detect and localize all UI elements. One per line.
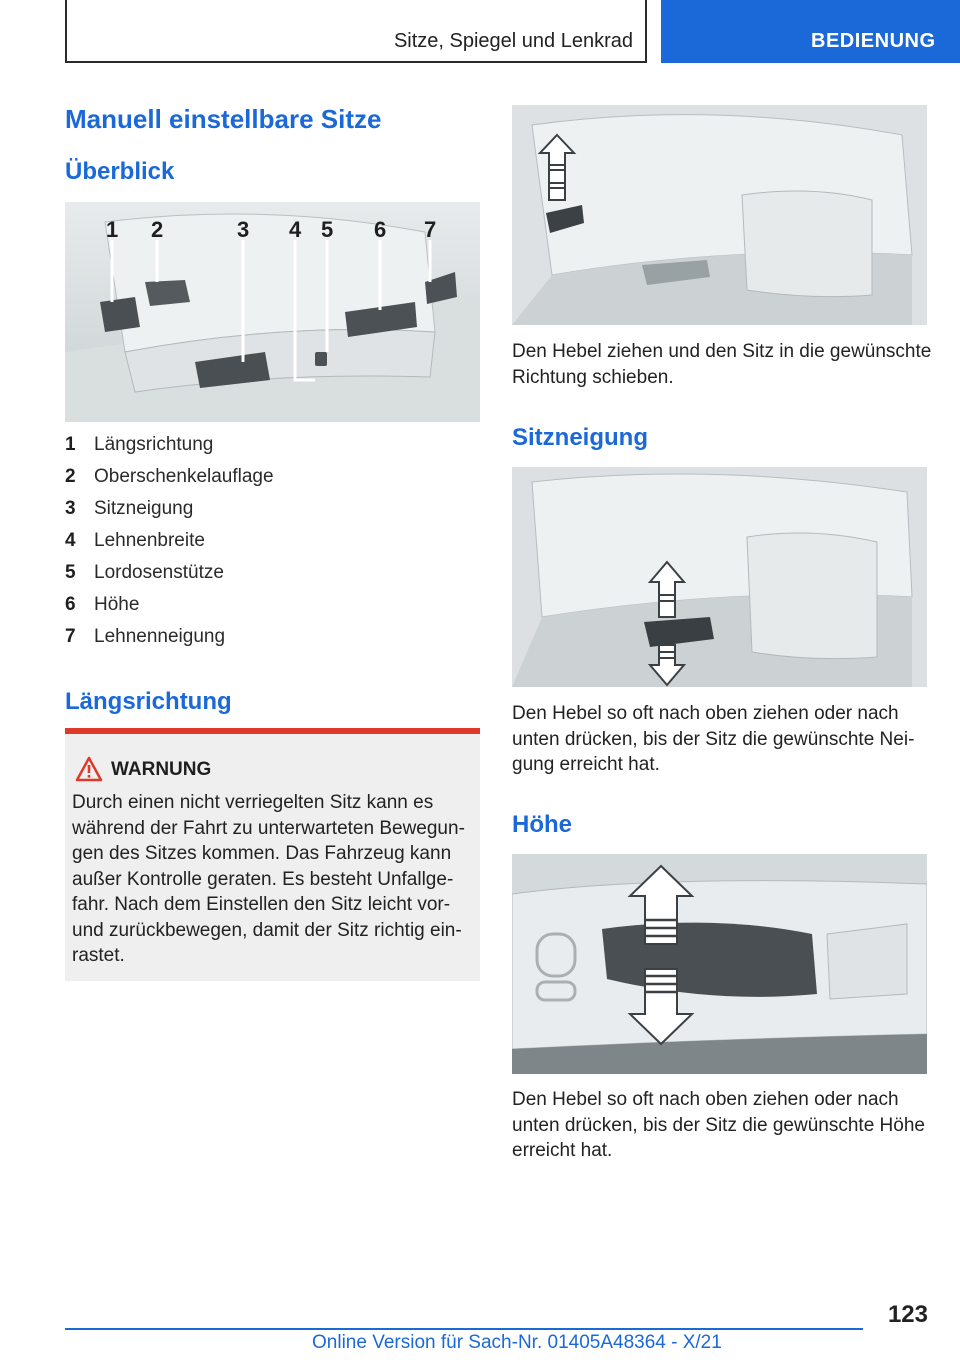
- callout-3: 3: [237, 217, 250, 242]
- legend-item: [65, 624, 480, 656]
- heading-ueberblick: Überblick: [65, 158, 175, 185]
- warning-box: [65, 728, 480, 981]
- legend-label: Lordosenstütze: [94, 562, 224, 583]
- caption-sitzneigung: Den Hebel so oft nach oben ziehen oder nach unten drücken, bis der Sitz die gewünschte Neigung erreicht hat.: [512, 703, 915, 775]
- legend-label: Sitzneigung: [94, 498, 194, 519]
- legend-item: [65, 432, 480, 464]
- legend-number: 7: [65, 626, 76, 647]
- caption-hoehe: Den Hebel so oft nach oben ziehen oder nach unten drücken, bis der Sitz die gewünschte Höhe erreicht hat.: [512, 1089, 925, 1161]
- legend-number: 6: [65, 594, 76, 615]
- warning-title: WARNUNG: [111, 759, 212, 780]
- legend-label: Lehnenneigung: [94, 626, 226, 647]
- legend-number: 2: [65, 466, 76, 487]
- warning-text: Durch einen nicht verriegelten Sitz kann es während der Fahrt zu unterwarteten Bewegungen des Sitzes kommen. Das Fahrzeug kann außer Kontrolle geraten. Es besteht Unfallgefahr. Nach dem Einstellen den Sitz leicht vor- und zurückbewegen, damit der Sitz richtig einrastet.: [72, 792, 465, 966]
- legend-label: Längsrichtung: [94, 434, 214, 455]
- legend-item: [65, 528, 480, 560]
- legend-number: 5: [65, 562, 76, 583]
- header-tab[interactable]: [661, 0, 960, 63]
- footer-rule: [65, 1328, 863, 1330]
- header-tab-label: BEDIENUNG: [811, 30, 936, 52]
- legend-label: Höhe: [94, 594, 140, 615]
- heading-laengsrichtung: Längsrichtung: [65, 688, 232, 715]
- legend-item: [65, 496, 480, 528]
- seat-overview-image: [65, 202, 480, 422]
- legend-label: Oberschenkelauflage: [94, 466, 274, 487]
- warning-triangle-icon: [75, 756, 103, 782]
- callout-7: 7: [424, 217, 437, 242]
- page-number: 123: [887, 1301, 928, 1328]
- seat-height-image: [512, 854, 927, 1074]
- legend-number: 3: [65, 498, 76, 519]
- heading-hoehe: Höhe: [512, 811, 572, 838]
- callout-4: 4: [289, 217, 302, 242]
- callout-1: 1: [106, 217, 119, 242]
- legend-number: 4: [65, 530, 76, 551]
- legend-item: [65, 592, 480, 624]
- legend-label: Lehnenbreite: [94, 530, 205, 551]
- callout-2: 2: [151, 217, 164, 242]
- heading-sitzneigung: Sitzneigung: [512, 424, 648, 451]
- callout-5: 5: [321, 217, 334, 242]
- legend-list: [65, 432, 480, 656]
- callout-6: 6: [374, 217, 387, 242]
- footer-online-version[interactable]: Online Version für Sach-Nr. 01405A48364 - X/21: [312, 1332, 722, 1353]
- legend-item: [65, 464, 480, 496]
- legend-item: [65, 560, 480, 592]
- caption-laengsrichtung: Den Hebel ziehen und den Sitz in die gewünschte Richtung schieben.: [512, 341, 932, 388]
- seat-tilt-image: [512, 467, 927, 687]
- header-box: [65, 0, 647, 63]
- page-title: Manuell einstellbare Sitze: [65, 104, 382, 134]
- seat-lever-length-image: [512, 105, 927, 325]
- header-section-title: Sitze, Spiegel und Lenkrad: [393, 30, 633, 52]
- legend-number: 1: [65, 434, 76, 455]
